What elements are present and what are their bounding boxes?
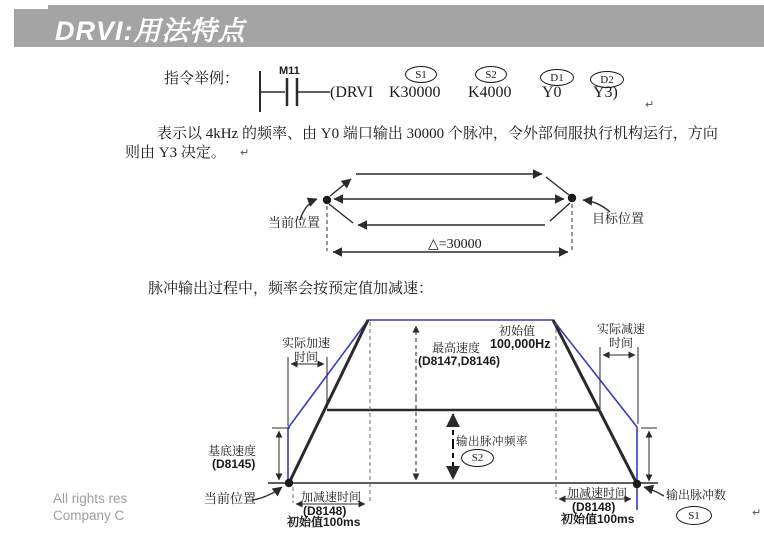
operand-value-s1: K30000 xyxy=(389,84,441,101)
target-position-label: 目标位置 xyxy=(592,211,645,226)
actual-accel-time-label xyxy=(279,337,333,365)
operand-tag-s2 xyxy=(475,66,507,83)
contact-label: M11 xyxy=(279,65,300,77)
operand-tag-s1-text: S1 xyxy=(415,68,427,81)
base-speed-register: (D8145) xyxy=(212,457,256,471)
return-mark: ↵ xyxy=(240,147,250,159)
operand-value-d2: Y3) xyxy=(593,84,618,101)
actual-accel-line-1: 实际加速 xyxy=(281,336,330,350)
acc-dec-register-right: (D8148) xyxy=(572,500,616,514)
watermark-line-1: All rights res xyxy=(53,491,128,506)
acc-dec-time-label-right: 加减速时间 xyxy=(567,486,628,500)
actual-decel-line-2: 时间 xyxy=(608,335,633,350)
instruction-example-label: 指令举例： xyxy=(164,71,240,87)
max-speed-label: 最高速度 xyxy=(432,341,481,355)
initial-value-label: 初始值 xyxy=(499,324,536,338)
actual-accel-line-2: 时间 xyxy=(293,349,318,364)
current-position-label-2: 当前位置 xyxy=(204,491,257,506)
output-pulse-frequency-label: 输出脉冲频率 xyxy=(456,436,528,448)
output-frequency-tag xyxy=(461,449,494,467)
output-pulse-count-tag-text: S1 xyxy=(688,509,700,522)
watermark-line-2: Company C xyxy=(53,508,125,523)
initial-frequency-value: 100,000Hz xyxy=(490,337,551,351)
max-speed-register: (D8147,D8146) xyxy=(418,354,501,368)
acc-dec-initial-left: 初始值100ms xyxy=(287,515,361,529)
acc-dec-initial-right: 初始值100ms xyxy=(561,512,635,526)
description-line-1: 表示以 4kHz 的频率、由 Y0 端口输出 30000 个脉冲，令外部伺服执行机构运行，方向 xyxy=(157,126,718,142)
delta-value-label: △=30000 xyxy=(428,237,482,252)
acc-dec-register-left: (D8148) xyxy=(303,504,347,518)
base-speed-label: 基底速度 xyxy=(208,444,257,458)
operand-value-s2: K4000 xyxy=(468,84,512,101)
operand-value-d1: Y0 xyxy=(542,84,562,101)
description-line-2: 则由 Y3 决定。 xyxy=(125,145,226,161)
return-mark: ↵ xyxy=(645,99,655,111)
output-pulse-count-label: 输出脉冲数 xyxy=(666,488,727,502)
operand-tag-d1-text: D1 xyxy=(550,71,564,84)
current-position-label: 当前位置 xyxy=(268,215,321,230)
actual-decel-time-label xyxy=(597,323,645,351)
actual-decel-line-1: 实际减速 xyxy=(597,322,646,336)
output-pulse-count-tag xyxy=(676,506,712,525)
operand-tag-d2-text: D2 xyxy=(600,73,614,86)
output-frequency-tag-text: S2 xyxy=(471,452,484,464)
page-title: DRVI:用法特点 xyxy=(55,16,246,46)
opcode-text: (DRVI xyxy=(330,84,374,101)
section-heading: 脉冲输出过程中，频率会按预定值加减速： xyxy=(148,281,434,297)
acc-dec-time-label-left: 加减速时间 xyxy=(301,490,362,504)
title-band-notch xyxy=(0,0,48,9)
operand-tag-s2-text: S2 xyxy=(485,68,497,81)
operand-tag-s1 xyxy=(405,66,437,83)
return-mark: ↵ xyxy=(752,507,762,519)
